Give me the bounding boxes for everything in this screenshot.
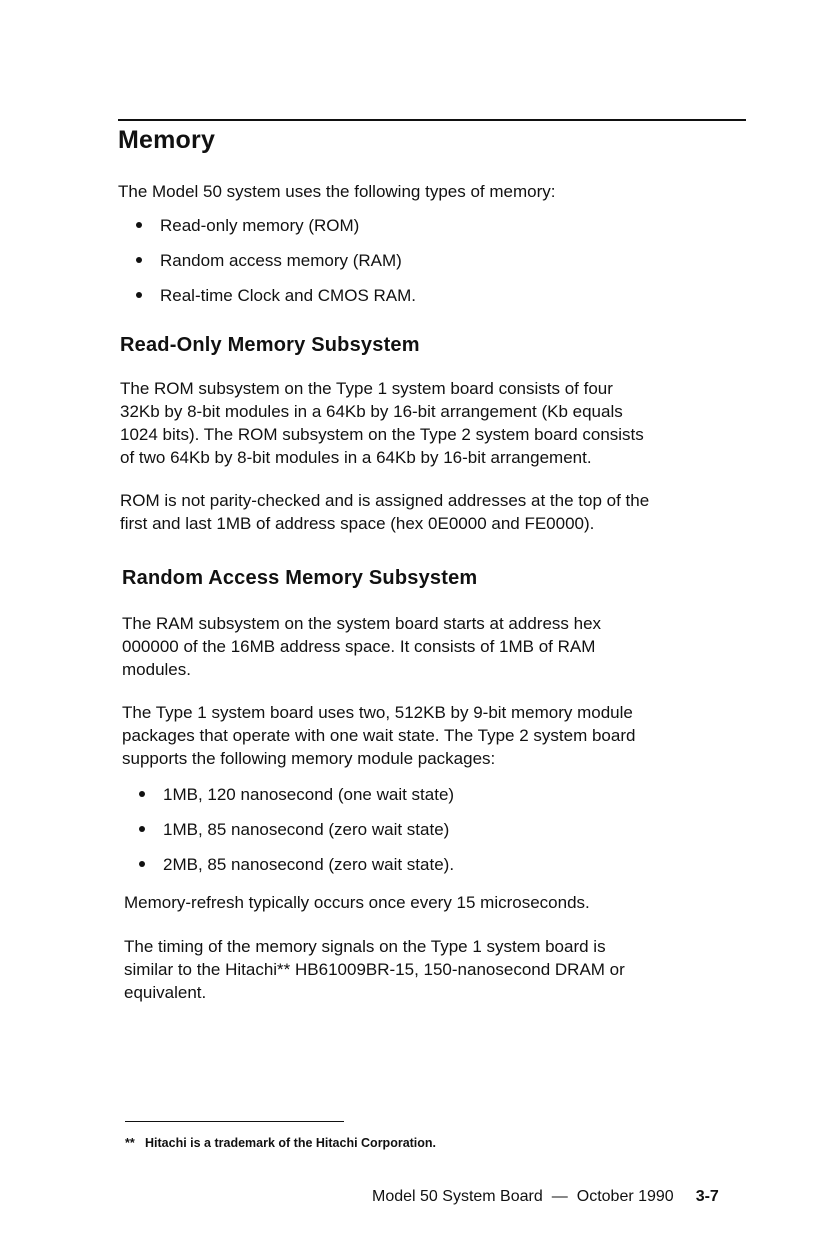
footnote-mark: ** [125,1136,135,1150]
footer-date: October 1990 [576,1188,674,1205]
bullet-icon [136,292,142,298]
bullet-icon [139,826,145,832]
page-number: 3-7 [695,1188,719,1205]
ram-paragraph-4: The timing of the memory signals on the Type 1 system board is similar to the Hitachi** HB61009BR-15, 150-nanosecond DRAM or equivalent. [124,937,625,1002]
footer-separator: — [551,1188,568,1205]
list-item: 1MB, 120 nanosecond (one wait state) [133,783,454,818]
ram-paragraph-1: The RAM subsystem on the system board starts at address hex 000000 of the 16MB address space. It consists of 1MB of RAM modules. [122,614,602,679]
rom-section-heading: Read-Only Memory Subsystem [120,334,420,356]
ram-section-heading: Random Access Memory Subsystem [122,567,478,589]
rom-paragraph-1: The ROM subsystem on the Type 1 system board consists of four 32Kb by 8-bit modules in a 64Kb by 16-bit arrangement (Kb equals 1024 bits). The ROM subsystem on the Type 2 system board consists of two 64Kb by 8-bit modules in a 64Kb by 16-bit arrangement. [120,379,644,467]
bullet-icon [139,861,145,867]
memory-packages-list [133,783,454,888]
footnote-text: Hitachi is a trademark of the Hitachi Corporation. [145,1136,437,1150]
list-item: 1MB, 85 nanosecond (zero wait state) [133,818,454,853]
list-item: Read-only memory (ROM) [130,214,416,249]
list-item: 2MB, 85 nanosecond (zero wait state). [133,853,454,888]
page-footer [372,1188,719,1206]
footer-title: Model 50 System Board [372,1188,543,1205]
footnote-rule [125,1121,344,1122]
ram-paragraph-2: The Type 1 system board uses two, 512KB by 9-bit memory module packages that operate with one wait state. The Type 2 system board supports the following memory module packages: [122,703,636,768]
page-title: Memory [118,126,216,154]
footnote [125,1136,436,1150]
memory-types-list [130,214,416,319]
bullet-icon [139,791,145,797]
ram-paragraph-3: Memory-refresh typically occurs once every 15 microseconds. [124,893,590,912]
intro-paragraph: The Model 50 system uses the following types of memory: [118,182,556,201]
list-item: Real-time Clock and CMOS RAM. [130,284,416,319]
list-item: Random access memory (RAM) [130,249,416,284]
bullet-icon [136,222,142,228]
top-rule [118,119,746,121]
rom-paragraph-2: ROM is not parity-checked and is assigned addresses at the top of the first and last 1MB of address space (hex 0E0000 and FE0000). [120,491,650,533]
bullet-icon [136,257,142,263]
